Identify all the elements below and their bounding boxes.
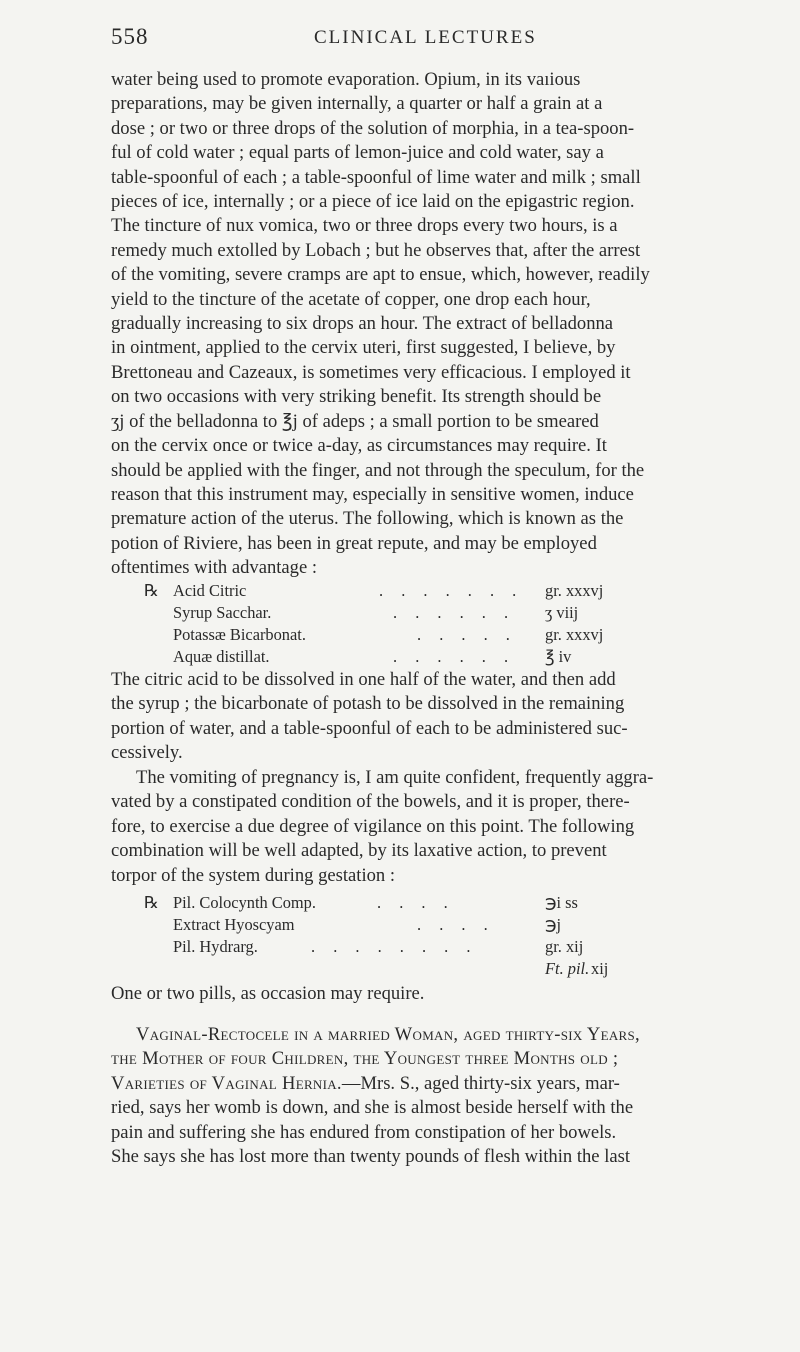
- text-line: on the cervix once or twice a-day, as circumstances may require. It: [111, 435, 607, 457]
- text-line: table-spoonful of each ; a table-spoonful of lime water and milk ; small: [111, 166, 641, 188]
- case-lead-line: [111, 1072, 674, 1096]
- rx-quantity: ℥ iv: [545, 647, 572, 666]
- text-line: The citric acid to be dissolved in one half of the water, and then add: [111, 669, 616, 690]
- text-line: ful of cold water ; equal parts of lemon-juice and cold water, say a: [111, 142, 604, 164]
- rx-ingredient: Extract Hyoscyam: [173, 915, 295, 934]
- text-line: oftentimes with advantage :: [111, 557, 318, 579]
- rx-ingredient: Potassæ Bicarbonat.: [173, 625, 306, 644]
- text-line: fore, to exercise a due degree of vigilance on this point. The following: [111, 815, 635, 837]
- text-line: on two occasions with very striking benefit. Its strength should be: [111, 386, 602, 408]
- rx-dots: . . . . . .: [393, 647, 516, 666]
- rx-dots: . . . . .: [417, 625, 517, 644]
- page-number: 558: [111, 24, 149, 49]
- rx-quantity: ℈j: [545, 915, 561, 934]
- rx-row: [144, 892, 710, 914]
- case-text-start: —Mrs. S., aged thirty-six years, mar-: [341, 1072, 620, 1094]
- text-line: ʒj of the belladonna to ℥j of adeps ; a small portion to be smeared: [111, 410, 599, 432]
- rx-dots: . . . . . . . .: [311, 937, 478, 956]
- recipe-symbol: ℞: [144, 893, 159, 912]
- text-line: dose ; or two or three drops of the solution of morphia, in a tea-spoon-: [111, 117, 635, 139]
- rx-quantity: gr. xxxvj: [545, 581, 604, 600]
- text-line: gradually increasing to six drops an hour. The extract of belladonna: [111, 313, 614, 335]
- rx-dots: . . . . . . .: [379, 581, 524, 600]
- case-section: [111, 1023, 674, 1169]
- text-line: Brettoneau and Cazeaux, is sometimes very efficacious. I employed it: [111, 361, 631, 383]
- rx-footer-row: [147, 958, 710, 980]
- case-title-lead: Varieties of Vaginal Hernia.: [111, 1072, 342, 1094]
- text-line: cessively.: [111, 742, 183, 764]
- paragraph-dosage: [111, 982, 674, 1006]
- rx-row: [147, 646, 710, 668]
- rx-row: [147, 602, 710, 624]
- text-line: should be applied with the finger, and not through the speculum, for the: [111, 459, 645, 481]
- text-line: pain and suffering she has endured from constipation of her bowels.: [111, 1121, 617, 1143]
- rx-ingredient: Syrup Sacchar.: [173, 603, 272, 622]
- page-header: [111, 24, 700, 54]
- rx-quantity: gr. xij: [545, 937, 584, 956]
- rx-row: [147, 914, 710, 936]
- text-line: water being used to promote evaporation. Opium, in its vaıious: [111, 69, 581, 90]
- prescription-riviere: [144, 580, 710, 668]
- text-line: combination will be well adapted, by its laxative action, to prevent: [111, 840, 607, 862]
- rx-dots: . . . . . .: [393, 603, 516, 622]
- text-line: The vomiting of pregnancy is, I am quite confident, frequently aggra-: [136, 767, 654, 788]
- text-line: pieces of ice, internally ; or a piece of ice laid on the epigastric region.: [111, 191, 635, 213]
- text-line: in ointment, applied to the cervix uteri, first suggested, I believe, by: [111, 337, 616, 359]
- text-line: She says she has lost more than twenty pounds of flesh within the last: [111, 1146, 631, 1168]
- paragraph-instructions: [111, 668, 674, 766]
- recipe-symbol: ℞: [144, 581, 159, 600]
- rx-quantity: ʒ viij: [545, 603, 579, 622]
- rx-ingredient: Aquæ distillat.: [173, 647, 270, 666]
- text-line: torpor of the system during gestation :: [111, 864, 396, 886]
- text-line: portion of water, and a table-spoonful of each to be administered suc-: [111, 717, 628, 739]
- rx-row: [147, 936, 710, 958]
- text-line: yield to the tincture of the acetate of copper, one drop each hour,: [111, 288, 591, 310]
- rx-footer-quantity: xij: [591, 959, 609, 978]
- text-line: remedy much extolled by Lobach ; but he observes that, after the arrest: [111, 239, 641, 261]
- rx-dots: . . . .: [377, 893, 455, 912]
- text-line: the syrup ; the bicarbonate of potash to be dissolved in the remaining: [111, 693, 625, 715]
- rx-ingredient: Pil. Hydrarg.: [173, 937, 258, 956]
- text-line: ried, says her womb is down, and she is almost beside herself with the: [111, 1097, 634, 1119]
- case-title-line: the Mother of four Children, the Youngest three Months old ;: [111, 1048, 619, 1070]
- rx-quantity: ℈i ss: [545, 893, 578, 912]
- text-line: premature action of the uterus. The following, which is known as the: [111, 508, 624, 530]
- case-title-line: Vaginal-Rectocele in a married Woman, aged thirty-six Years,: [136, 1024, 640, 1045]
- running-head: CLINICAL LECTURES: [314, 27, 537, 48]
- text-line: vated by a constipated condition of the bowels, and it is proper, there-: [111, 791, 630, 813]
- rx-ingredient: Acid Citric: [173, 581, 247, 600]
- text-line: preparations, may be given internally, a quarter or half a grain at a: [111, 93, 603, 115]
- prescription-pills: [144, 892, 710, 980]
- rx-dots: . . . .: [417, 915, 495, 934]
- text-line: of the vomiting, severe cramps are apt to ensue, which, however, readily: [111, 264, 650, 286]
- rx-row: [144, 580, 710, 602]
- rx-row: [147, 624, 710, 646]
- rx-quantity: gr. xxxvj: [545, 625, 604, 644]
- text-line: reason that this instrument may, especially in sensitive women, induce: [111, 483, 634, 505]
- rx-footer-label: Ft. pil.: [545, 959, 590, 978]
- rx-ingredient: Pil. Colocynth Comp.: [173, 893, 316, 912]
- paragraph-constipation: [111, 766, 674, 888]
- text-line: The tincture of nux vomica, two or three drops every two hours, is a: [111, 215, 618, 237]
- paragraph-continuation: [111, 68, 674, 581]
- text-line: potion of Riviere, has been in great repute, and may be employed: [111, 532, 597, 554]
- text-line: One or two pills, as occasion may require.: [111, 983, 425, 1004]
